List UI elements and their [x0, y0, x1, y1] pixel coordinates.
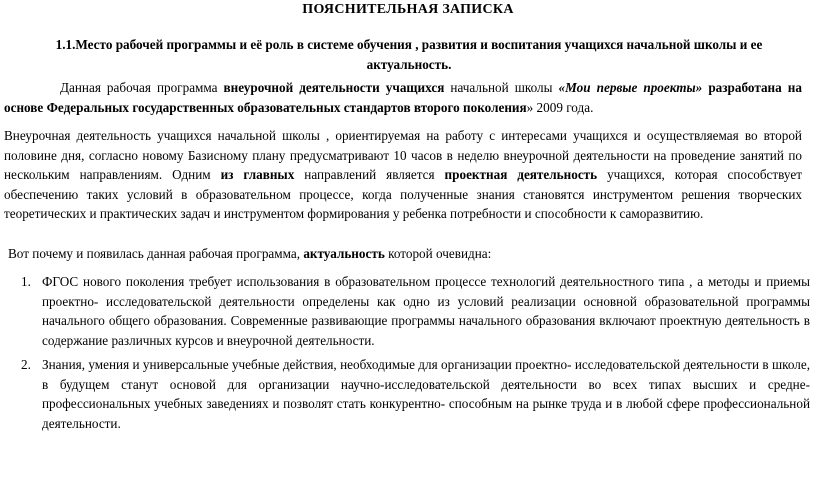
- p1-text-c: начальной школы: [444, 80, 559, 95]
- numbered-list: [0, 272, 816, 350]
- p2-bold-project: проектная деятельность: [444, 167, 598, 183]
- list-item: [0, 355, 816, 433]
- p2-text-e: учащихся, которая способствует обеспечению таких условий в образовательном процессе, когда полученные знания становятся инструментом решения творческих теоретических и практических задач и инструментом формирования у ребенка потребности и способности к саморазвитию.: [4, 167, 802, 222]
- activity-paragraph: [4, 126, 802, 224]
- list-item-text: ФГОС нового поколения требует использования в образовательном процессе технологий деятельностного типа , а методы и приемы проектно- исследовательской деятельности определены как одно из условий реализации основной образовательной программы начального общего образования. Современные развивающие программы начального образования включают проектную деятельность в содержание различных курсов и внеурочной деятельности.: [42, 274, 810, 348]
- p2-text-a: Внеурочная деятельность учащихся начальной школы , ориентируемая на работу с интересами учащихся и осуществляемая во второй половине дня, согласно новому Базисному плану предусматривают 10 часов в неделю внеурочной деятельности на проведение занятий по нескольким направлениям. Одним: [4, 128, 802, 183]
- p3-text-c: которой очевидна:: [384, 246, 492, 261]
- intro-paragraph: [4, 78, 802, 117]
- p3-text-a: Вот почему и появилась данная рабочая программа,: [8, 246, 304, 261]
- list-item-number: 1.: [21, 274, 31, 289]
- p3-bold-relevance: актуальность: [303, 246, 385, 261]
- p1-text-f: » 2009 года.: [526, 99, 594, 115]
- list-item-number: 2.: [21, 357, 31, 372]
- p1-program-name: «Мои первые проекты»: [558, 80, 703, 95]
- list-item-text: Знания, умения и универсальные учебные действия, необходимые для организации проектно- исследовательской деятельности в школе, в будущем станут основой для организации научно-исследовательской деятельности во всех типах высших и средне- профессиональных учебных заведениях и позволят стать конкурентно- способным на рынке труда и в любой сфере профессиональной деятельности.: [42, 357, 810, 431]
- section-heading: 1.1.Место рабочей программы и её роль в системе обучения , развития и воспитания учащихся начальной школы и ее актуальность.: [55, 37, 763, 72]
- p1-bold-standards: разработана на основе Федеральных государственных образовательных стандартов второго поколения: [4, 80, 802, 115]
- numbered-list-continued: [0, 355, 816, 433]
- p1-text-a: Данная рабочая программа: [60, 80, 224, 95]
- p1-bold-activity: внеурочной деятельности учащихся: [223, 80, 445, 95]
- relevance-paragraph: [8, 244, 804, 264]
- p2-text-c: направлений является: [304, 167, 445, 183]
- list-item: [0, 272, 816, 350]
- p2-bold-main: из главных: [220, 167, 305, 183]
- document-title: ПОЯСНИТЕЛЬНАЯ ЗАПИСКА: [302, 2, 514, 17]
